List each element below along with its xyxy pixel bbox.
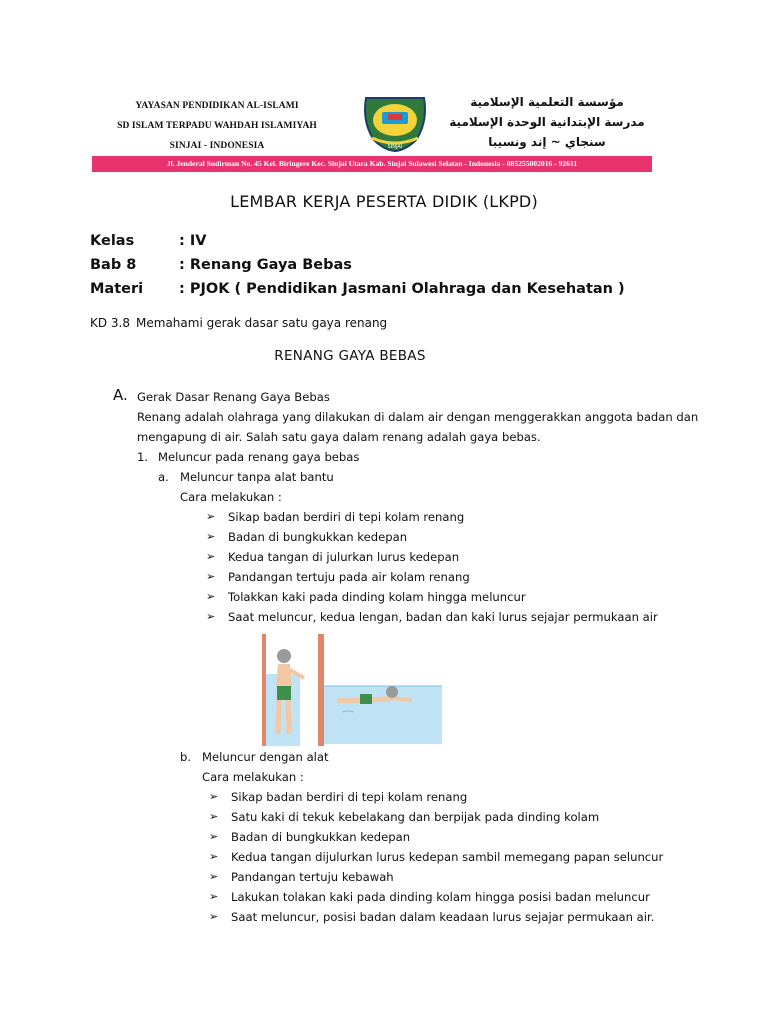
arrow-bullet-icon: ➢ (209, 850, 219, 863)
competency-code: KD 3.8 (90, 316, 131, 330)
arrow-bullet-icon: ➢ (209, 830, 219, 843)
letterhead-right-arabic (442, 92, 652, 152)
section-a-label: A. (113, 386, 128, 404)
arrow-bullet-icon: ➢ (209, 910, 219, 923)
arabic-line-1: مؤسسة التعلمية الإسلامية (470, 95, 624, 109)
address-bar: Jl. Jenderal Sudirman No. 45 Kel. Biringere Kec. Sinjai Utara Kab. Sinjai Sulawesi Selatan - Indonesia - 085255002016 - 92611 (92, 156, 652, 172)
school-location: SINJAI - INDONESIA (169, 141, 265, 151)
competency-text: Memahami gerak dasar satu gaya renang (136, 316, 388, 330)
arrow-bullet-icon: ➢ (206, 510, 216, 523)
letterhead (92, 92, 652, 176)
arrow-bullet-icon: ➢ (206, 590, 216, 603)
sub-item-text: Meluncur dengan alat (202, 750, 329, 764)
meta-key: Materi (90, 281, 144, 297)
sub-item-letter: a. (158, 470, 169, 484)
sub-item-letter: b. (180, 750, 192, 764)
arrow-bullet-icon: ➢ (209, 810, 219, 823)
item-text: Meluncur pada renang gaya bebas (158, 450, 360, 464)
paragraph-line: mengapung di air. Salah satu gaya dalam renang adalah gaya bebas. (137, 430, 541, 444)
arabic-line-3: سنجاي ~ إند ونسيبا (488, 135, 606, 149)
gliding-illustration (262, 634, 442, 746)
item-number: 1. (137, 450, 149, 464)
section-a-title: Gerak Dasar Renang Gaya Bebas (137, 390, 330, 404)
letterhead-left (92, 96, 342, 156)
svg-text:SINJAI: SINJAI (387, 144, 403, 150)
paragraph-line: Renang adalah olahraga yang dilakukan di dalam air dengan menggerakkan anggota badan dan (137, 410, 699, 424)
arrow-bullet-icon: ➢ (209, 890, 219, 903)
meta-value: : Renang Gaya Bebas (179, 257, 352, 273)
how-to-label: Cara melakukan : (180, 490, 282, 504)
page-title: LEMBAR KERJA PESERTA DIDIK (LKPD) (230, 192, 538, 211)
arabic-line-2: مدرسة الإبتدانية الوحدة الإسلامية (449, 115, 645, 129)
foundation-name: YAYASAN PENDIDIKAN AL-ISLAMI (135, 101, 299, 111)
arrow-bullet-icon: ➢ (209, 870, 219, 883)
sub-item-text: Meluncur tanpa alat bantu (180, 470, 334, 484)
competency-line (90, 316, 393, 330)
meta-key: Kelas (90, 233, 135, 249)
arrow-bullet-icon: ➢ (206, 530, 216, 543)
meta-value: : IV (179, 233, 207, 249)
school-logo-icon (358, 92, 432, 152)
meta-value: : PJOK ( Pendidikan Jasmani Olahraga dan Kesehatan ) (179, 281, 625, 297)
meta-key: Bab 8 (90, 257, 137, 273)
arrow-bullet-icon: ➢ (206, 550, 216, 563)
worksheet-page: YAYASAN PENDIDIKAN AL-ISLAMI SD ISLAM TERPADU WAHDAH ISLAMIYAH SINJAI - INDONESIA SINJAI مؤسسة التعلمية الإسلامية مدرسة الإبتدانية الوحدة الإسلامية سنجاي ~ إند ونسيبا Jl. Jenderal Sudirman No. 45 Kel. Biringere Kec. Sinjai Utara Kab. Sinjai Sulawesi Selatan - Indonesia - 085255002016 - 92611 LEMBAR KERJA PESERTA DIDIK (LKPD) Kelas : IV Bab 8 : Renang Gaya Bebas Materi : PJOK ( Pendidikan Jasmani Olahraga dan Kesehatan ) KD 3.8 Memahami gerak dasar satu gaya renang RENANG GAYA BEBAS A. Gerak Dasar Renang Gaya Bebas Renang adalah olahraga yang dilakukan di dalam air dengan menggerakkan anggota badan dan mengapung di air. Salah satu gaya dalam renang adalah gaya bebas. 1. Meluncur pada renang gaya bebas a. Meluncur tanpa alat bantu Cara melakukan : ➢ Sikap badan berdiri di tepi kolam renang ➢ Badan di bungkukkan kedepan ➢ Kedua tangan di julurkan lurus kedepan ➢ Pandangan tertuju pada air kolam renang ➢ Tolakkan kaki pada dinding kolam hingga meluncur ➢ Saat meluncur, kedua lengan, badan dan kaki lurus sejajar permukaan air b. Meluncur dengan alat Cara melakukan : ➢ Sikap badan berdiri di tepi kolam renang ➢ Satu kaki di tekuk kebelakang dan berpijak pada dinding kolam ➢ Badan di bungkukkan kedepan ➢ Kedua tangan dijulurkan lurus kedepan sambil memegang papan seluncur ➢ Pandangan tertuju kebawah ➢ Lakukan tolakan kaki pada dinding kolam hingga posisi badan meluncur ➢ Saat meluncur, posisi badan dalam keadaan lurus sejajar permukaan air. (0, 0, 768, 1024)
arrow-bullet-icon: ➢ (206, 570, 216, 583)
section-heading: RENANG GAYA BEBAS (274, 348, 426, 364)
how-to-label: Cara melakukan : (202, 770, 304, 784)
arrow-bullet-icon: ➢ (206, 610, 216, 623)
school-name: SD ISLAM TERPADU WAHDAH ISLAMIYAH (117, 121, 317, 131)
arrow-bullet-icon: ➢ (209, 790, 219, 803)
